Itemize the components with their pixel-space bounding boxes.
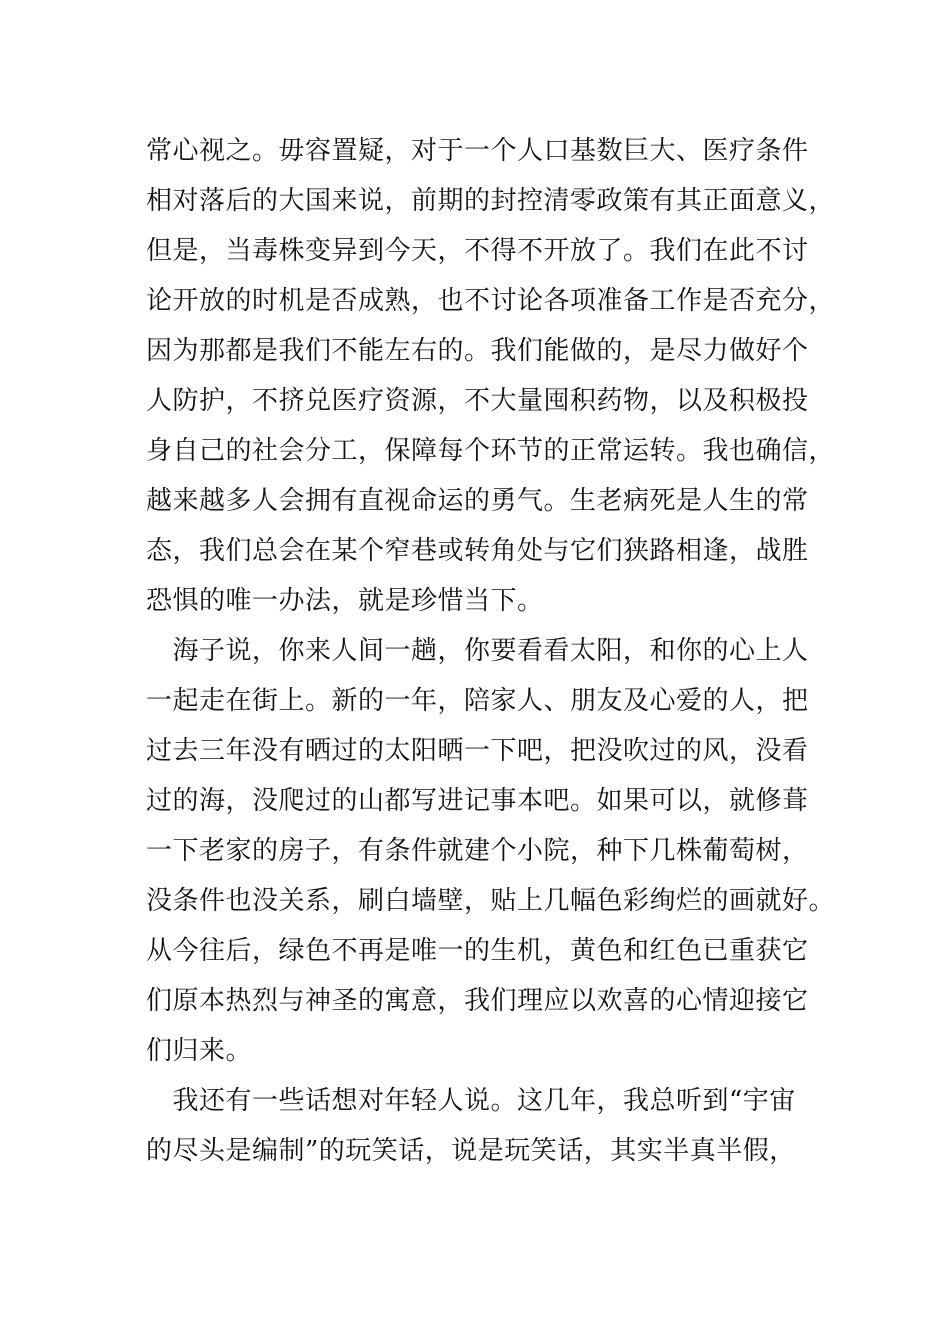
paragraph-2	[146, 626, 836, 1076]
article-body	[146, 126, 836, 1176]
text-line: 论开放的时机是否成熟，也不讨论各项准备工作是否充分，	[146, 286, 836, 316]
text-line: 从今往后，绿色不再是唯一的生机，黄色和红色已重获它	[146, 936, 809, 966]
paragraph-3	[146, 1076, 806, 1176]
text-line: 但是，当毒株变异到今天，不得不开放了。我们在此不讨	[146, 236, 809, 266]
text-line: 态，我们总会在某个窄巷或转角处与它们狭路相逢，战胜	[146, 536, 809, 566]
text-line: 人防护，不挤兑医疗资源，不大量囤积药物，以及积极投	[146, 386, 809, 416]
text-line: 常心视之。毋容置疑，对于一个人口基数巨大、医疗条件	[146, 136, 809, 166]
text-line: 相对落后的大国来说，前期的封控清零政策有其正面意义，	[146, 186, 836, 216]
text-line: 越来越多人会拥有直视命运的勇气。生老病死是人生的常	[146, 486, 809, 516]
text-line: 的尽头是编制”的玩笑话，说是玩笑话，其实半真半假，	[146, 1136, 796, 1166]
text-line: 过的海，没爬过的山都写进记事本吧。如果可以，就修葺	[146, 786, 809, 816]
text-line: 一起走在街上。新的一年，陪家人、朋友及心爱的人，把	[146, 686, 809, 716]
text-line: 身自己的社会分工，保障每个环节的正常运转。我也确信，	[146, 436, 836, 466]
paragraph-1	[146, 126, 836, 626]
text-line: 一下老家的房子，有条件就建个小院，种下几株葡萄树，	[146, 836, 809, 866]
text-line: 海子说，你来人间一趟，你要看看太阳，和你的心上人	[146, 636, 809, 666]
text-line: 们归来。	[146, 1036, 253, 1066]
text-line: 恐惧的唯一办法，就是珍惜当下。	[146, 586, 544, 616]
text-line: 没条件也没关系，刷白墙壁，贴上几幅色彩绚烂的画就好。	[146, 886, 836, 916]
text-line: 我还有一些话想对年轻人说。这几年，我总听到“宇宙	[146, 1086, 796, 1116]
text-line: 过去三年没有晒过的太阳晒一下吧，把没吹过的风，没看	[146, 736, 809, 766]
text-line: 们原本热烈与神圣的寓意，我们理应以欢喜的心情迎接它	[146, 986, 809, 1016]
text-line: 因为那都是我们不能左右的。我们能做的，是尽力做好个	[146, 336, 809, 366]
